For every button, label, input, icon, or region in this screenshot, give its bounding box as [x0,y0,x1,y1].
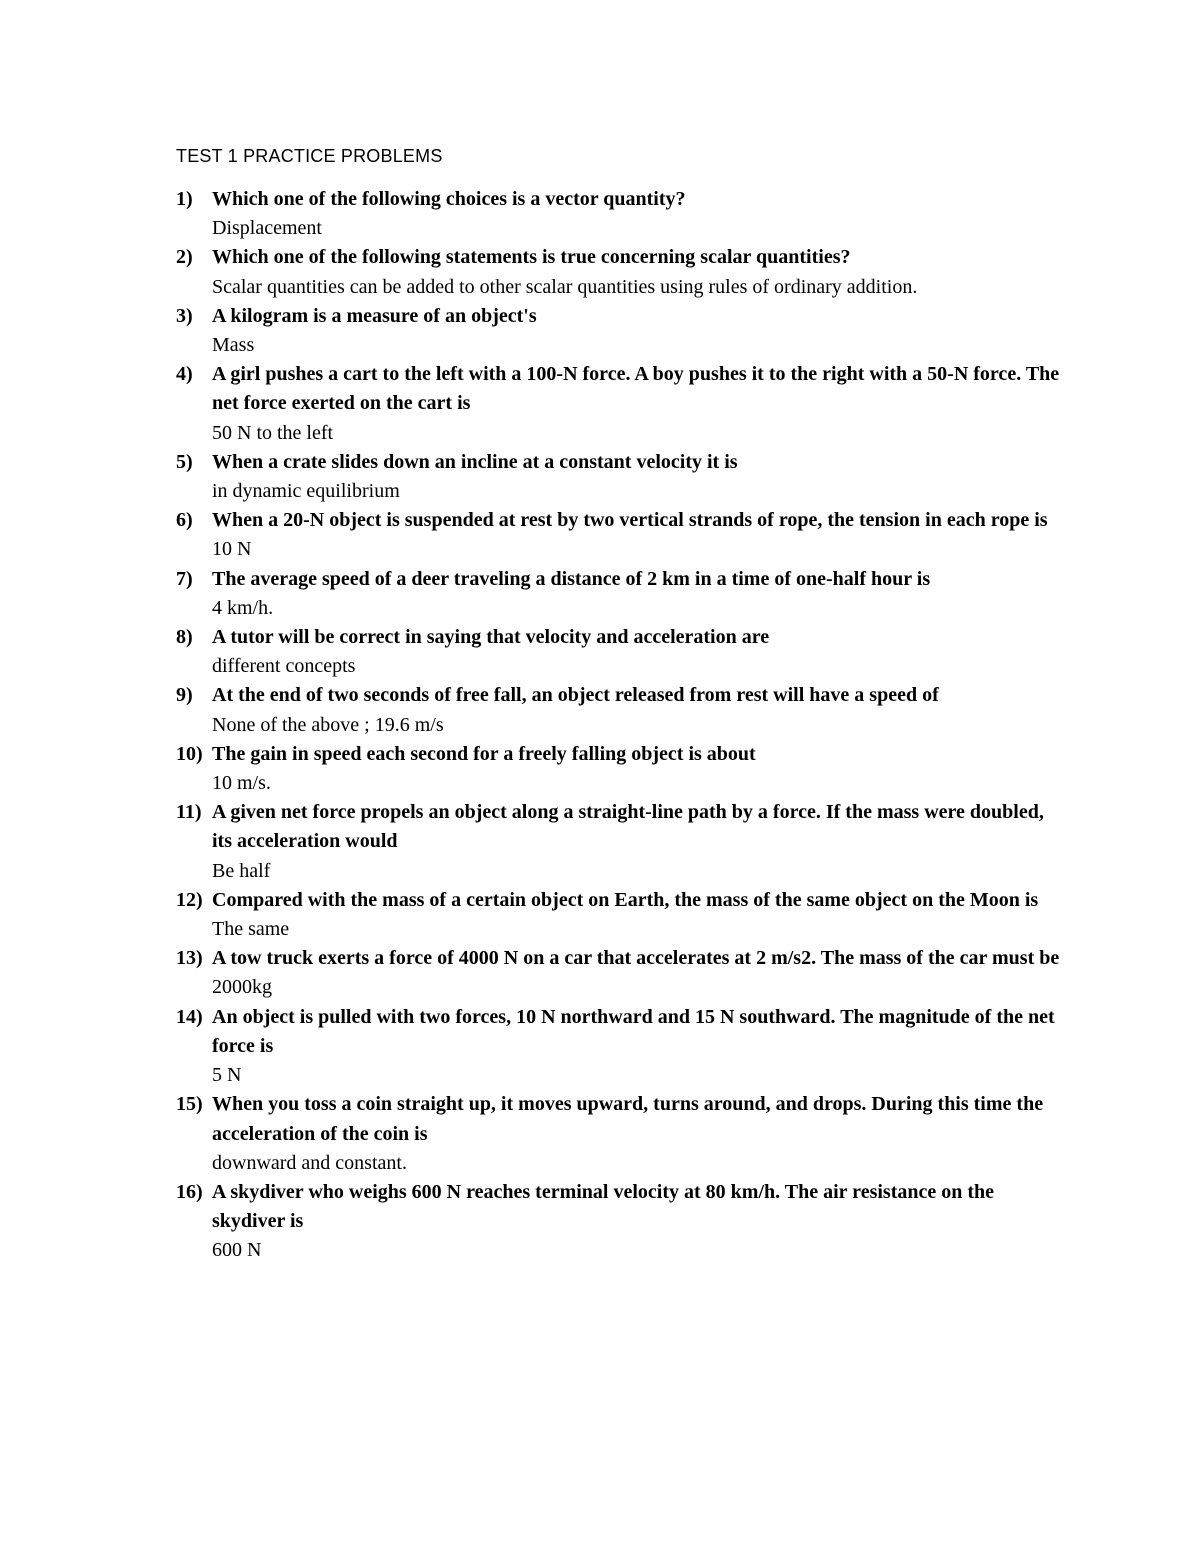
list-item [0,506,1062,564]
document-title: TEST 1 PRACTICE PROBLEMS [176,146,443,166]
problem-number: 15) [176,1093,203,1116]
problem-number: 13) [176,947,203,970]
problem-question: Compared with the mass of a certain object on Earth, the mass of the same object on the Moon is [212,888,1039,911]
list-item [0,1003,1062,1091]
problem-question: When you toss a coin straight up, it moves upward, turns around, and drops. During this time the acceleration of the coin is [212,1093,1044,1145]
problem-answer: 600 N [212,1239,262,1262]
problem-question: Which one of the following choices is a vector quantity? [212,188,686,210]
problem-question: A given net force propels an object along a straight-line path by a force. If the mass were doubled, its acceleration would [212,801,1044,853]
problem-answer: Scalar quantities can be added to other scalar quantities using rules of ordinary addition. [212,275,918,298]
problem-question: The average speed of a deer traveling a distance of 2 km in a time of one-half hour is [212,567,931,590]
list-item [0,1090,1062,1178]
problem-list [0,185,1200,1266]
problem-number: 11) [176,801,202,824]
problem-question: Which one of the following statements is true concerning scalar quantities? [212,246,851,269]
problem-number: 16) [176,1180,203,1203]
list-item [0,185,1062,243]
problem-number: 6) [176,509,193,532]
problem-answer: 5 N [212,1064,242,1087]
problem-question: A tutor will be correct in saying that velocity and acceleration are [212,626,770,649]
problem-question: When a 20-N object is suspended at rest by two vertical strands of rope, the tension in each rope is [212,509,1048,532]
problem-number: 5) [176,450,193,473]
problem-question: A girl pushes a cart to the left with a 100-N force. A boy pushes it to the right with a 50-N force. The net force exerted on the cart is [212,363,1060,415]
problem-number: 3) [176,304,193,327]
problem-answer: 10 m/s. [212,772,271,795]
list-item [0,681,1062,739]
problem-question: A kilogram is a measure of an object's [212,304,537,327]
list-item [0,740,1062,798]
problem-answer: different concepts [212,655,356,678]
list-item [0,1178,1062,1266]
list-item [0,565,1062,623]
problem-number: 10) [176,742,203,765]
problem-number: 1) [176,188,193,210]
problem-number: 8) [176,626,193,649]
list-item [0,360,1062,448]
list-item [0,798,1062,886]
list-item [0,886,1062,944]
problem-answer: Displacement [212,217,322,240]
problem-answer: None of the above ; 19.6 m/s [212,713,444,736]
problem-answer: downward and constant. [212,1151,407,1174]
problem-answer: Mass [212,334,255,357]
list-item [0,448,1062,506]
problem-number: 12) [176,888,203,911]
problem-question: A skydiver who weighs 600 N reaches terminal velocity at 80 km/h. The air resistance on the skydiver is [212,1180,995,1233]
list-item [0,944,1062,1002]
problem-answer: 4 km/h. [212,596,274,619]
problem-answer: Be half [212,859,271,882]
problem-number: 4) [176,363,193,386]
problem-answer: in dynamic equilibrium [212,480,400,503]
list-item [0,243,1062,301]
problem-answer: 2000kg [212,976,272,999]
problem-number: 7) [176,567,193,590]
problem-question: At the end of two seconds of free fall, an object released from rest will have a speed of [212,684,939,707]
problem-number: 9) [176,684,193,707]
problem-question: An object is pulled with two forces, 10 N northward and 15 N southward. The magnitude of the net force is [212,1005,1055,1057]
problem-number: 2) [176,246,193,269]
problem-answer: 10 N [212,538,252,561]
problem-question: When a crate slides down an incline at a constant velocity it is [212,450,738,473]
problem-answer: The same [212,918,290,941]
problem-question: The gain in speed each second for a freely falling object is about [212,742,756,765]
list-item [0,302,1062,360]
problem-question: A tow truck exerts a force of 4000 N on a car that accelerates at 2 m/s2. The mass of the car must be [212,947,1060,970]
problem-answer: 50 N to the left [212,421,334,444]
problem-number: 14) [176,1005,203,1028]
list-item [0,623,1062,681]
